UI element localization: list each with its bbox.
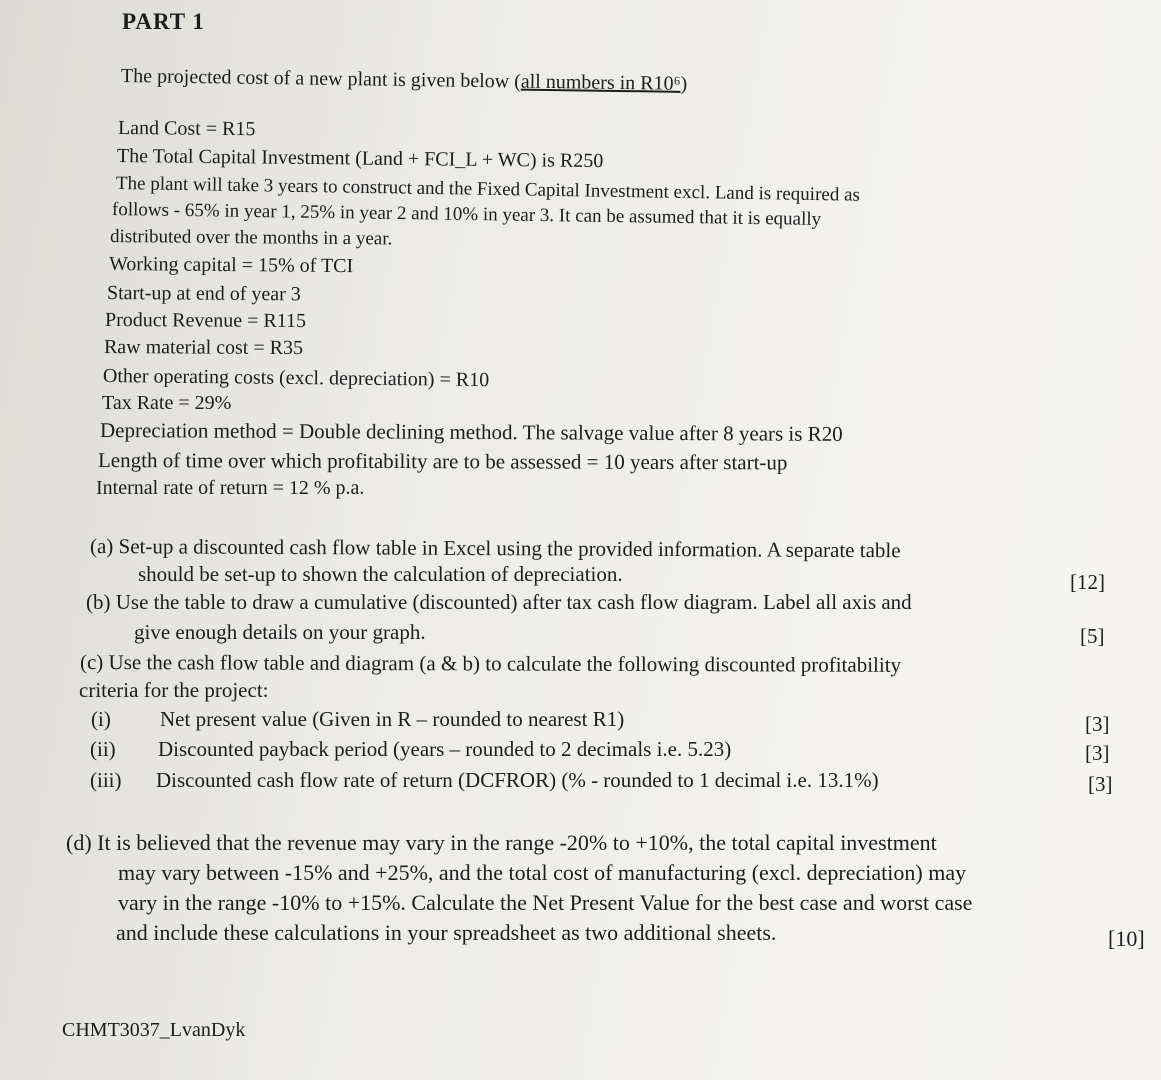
question-d-line2: may vary between -15% and +25%, and the total cost of manufacturing (excl. depreciation) may — [118, 860, 967, 885]
given-total-capital: The Total Capital Investment (Land + FCI_L + WC) is R250 — [116, 145, 604, 173]
question-c-i-text: Net present value (Given in R – rounded to nearest R1) — [160, 707, 625, 731]
given-start-up: Start-up at end of year 3 — [106, 282, 301, 306]
given-depreciation: Depreciation method = Double declining method. The salvage value after 8 years is R20 — [99, 418, 843, 446]
page-heading: PART 1 — [122, 9, 205, 34]
given-other-costs: Other operating costs (excl. depreciation) = R10 — [102, 365, 490, 392]
given-raw-material: Raw material cost = R35 — [103, 336, 304, 360]
question-c-ii-number: (ii) — [90, 737, 116, 761]
given-working-capital: Working capital = 15% of TCI — [108, 253, 354, 278]
question-a-line1: (a) Set-up a discounted cash flow table in Excel using the provided information. A separate table — [89, 534, 901, 563]
given-irr: Internal rate of return = 12 % p.a. — [96, 477, 365, 499]
given-construction-2: follows - 65% in year 1, 25% in year 2 and 10% in year 3. It can be assumed that it is equally — [111, 199, 822, 230]
given-construction-3: distributed over the months in a year. — [109, 226, 393, 250]
question-d-line3: vary in the range -10% to +15%. Calculate the Net Present Value for the best case and worst case — [118, 890, 973, 915]
question-a-line2: should be set-up to shown the calculation of depreciation. — [138, 562, 623, 586]
question-c-iii-number: (iii) — [90, 768, 122, 792]
given-revenue: Product Revenue = R115 — [104, 309, 307, 333]
question-c-iii-text: Discounted cash flow rate of return (DCFROR) (% - rounded to 1 decimal i.e. 13.1%) — [156, 768, 879, 792]
question-b-line2: give enough details on your graph. — [134, 620, 426, 644]
question-a-marks: [12] — [1070, 570, 1105, 594]
intro-sentence — [121, 66, 688, 94]
question-c-ii-marks: [3] — [1085, 741, 1110, 765]
intro-before: The projected cost of a new plant is given below ( — [120, 65, 521, 93]
intro-after: ) — [680, 72, 688, 95]
question-d-marks: [10] — [1108, 926, 1145, 951]
question-c-i-marks: [3] — [1085, 712, 1110, 736]
question-d-line4: and include these calculations in your spreadsheet as two additional sheets. — [116, 920, 777, 945]
question-b-marks: [5] — [1080, 624, 1105, 648]
given-tax-rate: Tax Rate = 29% — [102, 392, 232, 414]
question-c-ii-text: Discounted payback period (years – rounded to 2 decimals i.e. 5.23) — [158, 737, 732, 761]
given-construction-1: The plant will take 3 years to construct and the Fixed Capital Investment excl. Land is required as — [115, 173, 861, 206]
intro-units: all numbers in R10⁶ — [520, 70, 681, 95]
question-c-line2: criteria for the project: — [79, 678, 269, 702]
question-c-i-number: (i) — [91, 707, 111, 731]
given-assessment-length: Length of time over which profitability are to be assessed = 10 years after start-up — [97, 448, 788, 475]
question-d-line1: (d) It is believed that the revenue may vary in the range -20% to +10%, the total capital investment — [66, 830, 937, 855]
question-c-iii-marks: [3] — [1088, 772, 1113, 796]
question-c-line1: (c) Use the cash flow table and diagram (a & b) to calculate the following discounted profitability — [79, 650, 902, 677]
question-b-line1: (b) Use the table to draw a cumulative (discounted) after tax cash flow diagram. Label all axis and — [86, 590, 912, 614]
footer-course-code: CHMT3037_LvanDyk — [62, 1019, 246, 1041]
given-land-cost: Land Cost = R15 — [117, 117, 256, 141]
